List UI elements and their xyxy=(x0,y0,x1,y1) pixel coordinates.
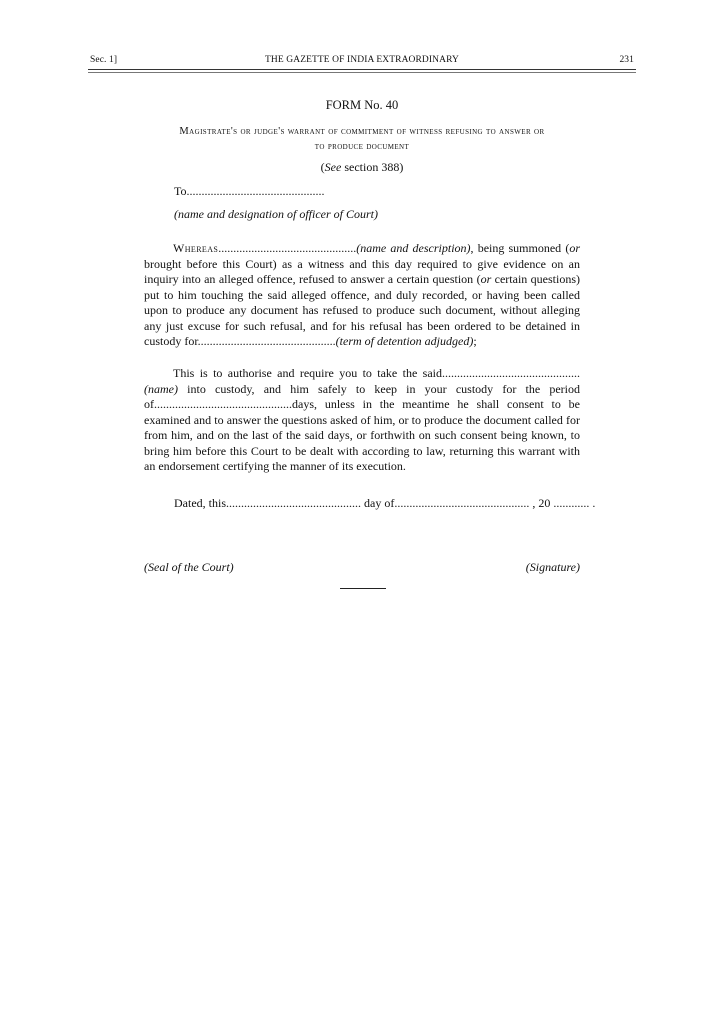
section-reference xyxy=(0,160,724,175)
p1-text1: , being summoned ( xyxy=(470,241,570,255)
header-rule-thin xyxy=(88,72,636,73)
end-rule xyxy=(340,588,386,589)
form-title-line2: to produce document xyxy=(314,141,410,152)
court-seal: (Seal of the Court) xyxy=(144,560,234,574)
gazette-title: THE GAZETTE OF INDIA EXTRAORDINARY xyxy=(265,55,459,65)
form-number: FORM No. 40 xyxy=(325,98,399,112)
see-rest: section 388) xyxy=(341,160,404,174)
form-title xyxy=(140,124,584,154)
whereas-paragraph xyxy=(144,241,580,350)
p2-text1: This is to authorise and require you to take the said.............................................. xyxy=(173,366,580,380)
signature: (Signature) xyxy=(525,560,580,574)
p1-or1: or xyxy=(569,241,580,255)
p1-text4: ; xyxy=(473,334,477,348)
detention-term: (term of detention adjudged) xyxy=(335,334,474,348)
page-number: 231 xyxy=(619,55,634,65)
authorise-paragraph xyxy=(144,366,580,475)
see-open: ( xyxy=(320,160,325,174)
whereas-word: Whereas xyxy=(173,241,219,255)
see-label: See xyxy=(324,160,342,174)
p1-or2: or xyxy=(480,272,492,286)
dots-1: .............................................. xyxy=(218,241,357,255)
form-title-line1: Magistrate's or judge's warrant of commitment of witness refusing to answer or xyxy=(179,126,545,137)
section-label: Sec. 1] xyxy=(90,55,118,65)
p1-text3: certain questions) put to him touching the said alleged offence, and duly recorded, or having been called upon to produce any document has refused to produce such document, without alleging any just excuse for such refusal, and for his refusal has been ordered to be detained in custody for.............................................. xyxy=(144,272,580,348)
p1-text2: brought before this Court) as a witness and this day required to give evidence on an inquiry into an alleged offence, refused to answer a certain question ( xyxy=(144,256,580,286)
header-rule xyxy=(88,69,636,70)
dated-line: Dated, this............................................. day of............................................. , 20 ............ . xyxy=(174,496,596,510)
p2-text2: into custody, and him safely to keep in your custody for the period of..............................................days, unless in the meantime he shall consent to be examined and to answer the questions asked of him, or to produce the document called for from him, and on the last of the said days, or forthwith on such consent being known, to bring him before this Court to be dealt with according to law, returning this warrant with an endorsement certifying the manner of its execution. xyxy=(144,381,580,473)
officer-designation: (name and designation of officer of Court) xyxy=(174,207,378,221)
to-line: To.............................................. xyxy=(174,184,325,198)
name-description: (name and description) xyxy=(356,241,471,255)
p2-name: (name) xyxy=(144,381,178,396)
